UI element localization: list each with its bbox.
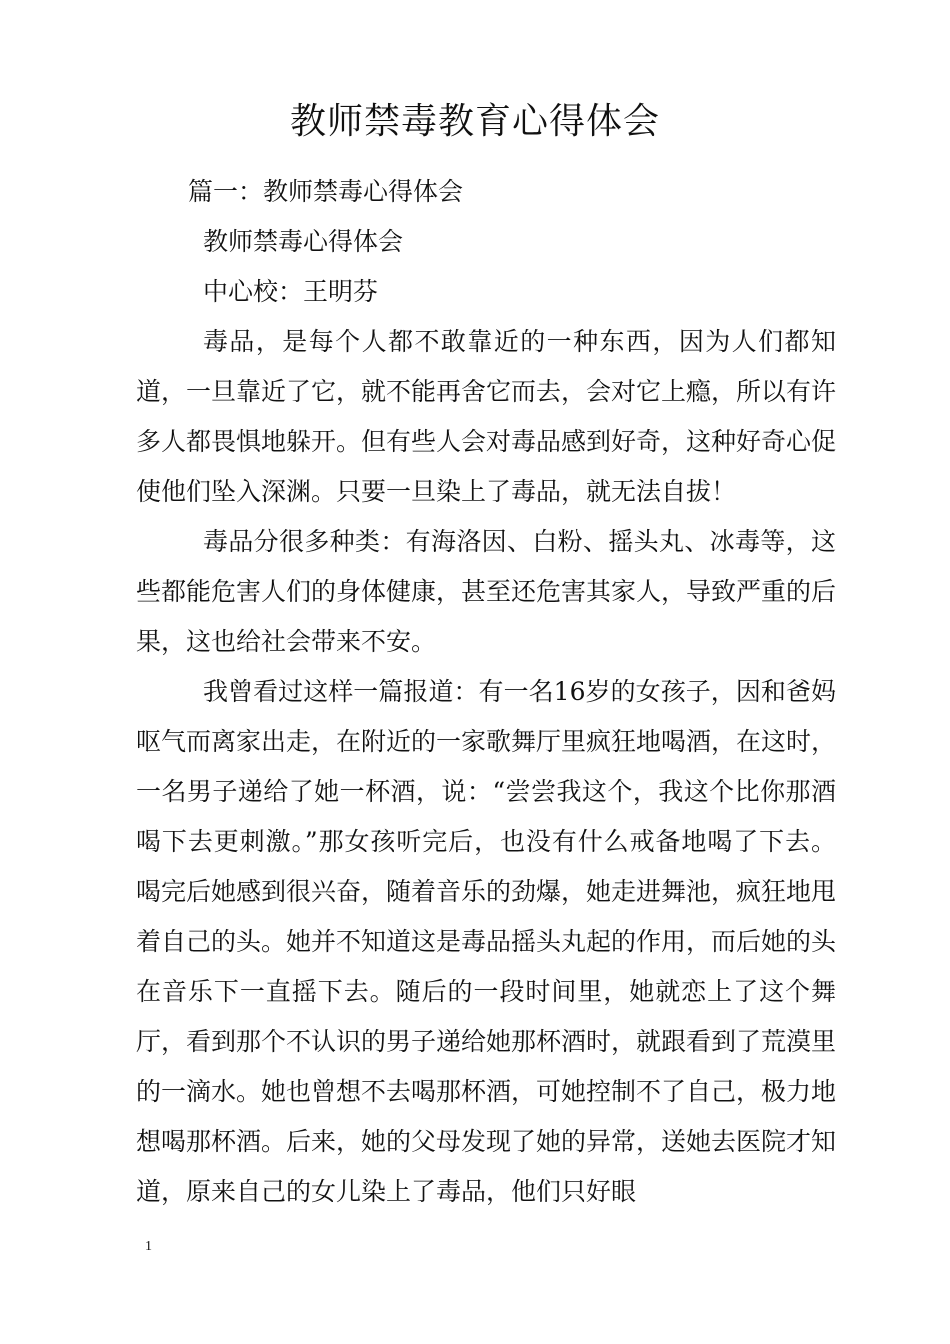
document-title: 教师禁毒教育心得体会: [289, 101, 660, 142]
author-line: 中心校：王明芬: [203, 277, 379, 306]
subtitle: 教师禁毒心得体会: [203, 227, 404, 256]
paragraph-1: 毒品，是每个人都不敢靠近的一种东西，因为人们都知道，一旦靠近了它，就不能再舍它而去，会对它上瘾，所以有许多人都畏惧地躲开。但有些人会对毒品感到好奇，这种好奇心促使他们坠入深渊。只要一旦染上了毒品，就无法自拔！: [136, 327, 837, 506]
paragraph-2: 毒品分很多种类：有海洛因、白粉、摇头丸、冰毒等，这些都能危害人们的身体健康，甚至还危害其家人，导致严重的后果，这也给社会带来不安。: [136, 527, 837, 656]
paragraph-3: 我曾看过这样一篇报道：有一名16岁的女孩子，因和爸妈呕气而离家出走，在附近的一家歌舞厅里疯狂地喝酒，在这时，一名男子递给了她一杯酒，说：“尝尝我这个，我这个比你那酒喝下去更刺激。”那女孩听完后，也没有什么戒备地喝了下去。喝完后她感到很兴奋，随着音乐的劲爆，她走进舞池，疯狂地甩着自己的头。她并不知道这是毒品摇头丸起的作用，而后她的头在音乐下一直摇下去。随后的一段时间里，她就恋上了这个舞厅，看到那个不认识的男子递给她那杯酒时，就跟看到了荒漠里的一滴水。她也曾想不去喝那杯酒，可她控制不了自己，极力地想喝那杯酒。后来，她的父母发现了她的异常，送她去医院才知道，原来自己的女儿染上了毒品，他们只好眼: [136, 677, 837, 1206]
page-number: 1: [145, 1239, 152, 1254]
section-heading: 篇一：教师禁毒心得体会: [188, 177, 464, 206]
